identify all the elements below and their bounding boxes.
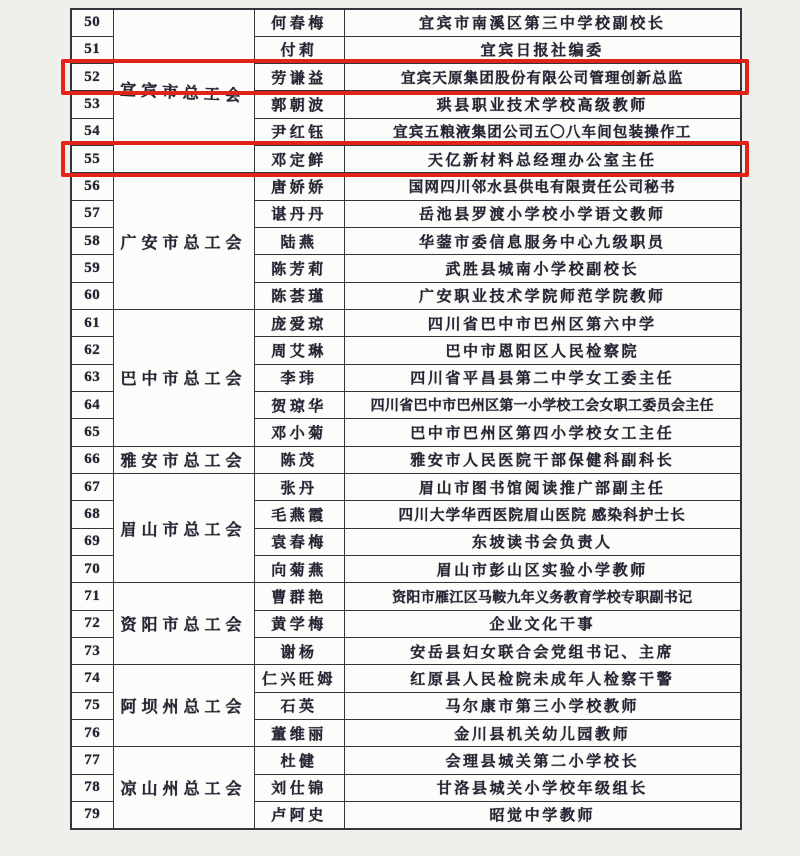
position-cell: 会理县城关第二小学校长	[344, 747, 741, 774]
row-number-cell: 56	[71, 173, 113, 200]
position-cell: 四川省巴中市巴州区第一小学校工会女职工委员会主任	[344, 392, 741, 419]
org-cell	[113, 665, 254, 747]
org-cell	[113, 173, 254, 310]
org-label: 凉山州总工会	[120, 781, 247, 799]
name-cell: 尹红钰	[254, 118, 344, 145]
row-number-cell: 79	[71, 802, 113, 829]
name-cell: 唐娇娇	[254, 173, 344, 200]
position-cell: 四川大学华西医院眉山医院 感染科护士长	[344, 501, 741, 528]
org-label: 雅安市总工会	[120, 453, 247, 471]
name-cell: 郭朝波	[254, 91, 344, 118]
name-cell: 李玮	[254, 364, 344, 391]
org-cell	[113, 9, 254, 173]
org-label: 资阳市总工会	[120, 617, 247, 635]
award-table-body	[71, 9, 741, 829]
name-cell: 黄学梅	[254, 610, 344, 637]
table-row-74	[71, 665, 741, 692]
row-number-cell: 53	[71, 91, 113, 118]
position-cell: 金川县机关幼儿园教师	[344, 720, 741, 747]
row-number-cell: 78	[71, 774, 113, 801]
position-cell: 马尔康市第三小学校教师	[344, 692, 741, 719]
position-cell: 宜宾日报社编委	[344, 36, 741, 63]
position-cell: 四川省平昌县第二中学女工委主任	[344, 364, 741, 391]
name-cell: 贺琼华	[254, 392, 344, 419]
row-number-cell: 62	[71, 337, 113, 364]
name-cell: 刘仕锦	[254, 774, 344, 801]
row-number-cell: 64	[71, 392, 113, 419]
row-number-cell: 55	[71, 146, 113, 173]
position-cell: 华蓥市委信息服务中心九级职员	[344, 228, 741, 255]
name-cell: 向菊燕	[254, 556, 344, 583]
row-number-cell: 73	[71, 638, 113, 665]
row-number-cell: 74	[71, 665, 113, 692]
position-cell: 眉山市彭山区实验小学教师	[344, 556, 741, 583]
row-number-cell: 52	[71, 64, 113, 91]
position-cell: 安岳县妇女联合会党组书记、主席	[344, 638, 741, 665]
row-number-cell: 75	[71, 692, 113, 719]
position-cell: 国网四川邻水县供电有限责任公司秘书	[344, 173, 741, 200]
name-cell: 谌丹丹	[254, 200, 344, 227]
name-cell: 邓定鲜	[254, 146, 344, 173]
row-number-cell: 67	[71, 474, 113, 501]
name-cell: 何春梅	[254, 9, 344, 36]
row-number-cell: 57	[71, 200, 113, 227]
table-row-61	[71, 310, 741, 337]
org-cell	[113, 446, 254, 473]
name-cell: 庞爱琼	[254, 310, 344, 337]
position-cell: 宜宾五粮液集团公司五〇八车间包装操作工	[344, 118, 741, 145]
position-cell: 宜宾天原集团股份有限公司管理创新总监	[344, 64, 741, 91]
name-cell: 石英	[254, 692, 344, 719]
table-row-56	[71, 173, 741, 200]
award-table	[70, 8, 742, 830]
position-cell: 雅安市人民医院干部保健科副科长	[344, 446, 741, 473]
position-cell: 珙县职业技术学校高级教师	[344, 91, 741, 118]
position-cell: 资阳市雁江区马鞍九年义务教育学校专职副书记	[344, 583, 741, 610]
position-cell: 天亿新材料总经理办公室主任	[344, 146, 741, 173]
table-row-77	[71, 747, 741, 774]
org-label: 阿坝州总工会	[120, 699, 247, 717]
position-cell: 广安职业技术学院师范学院教师	[344, 282, 741, 309]
org-cell	[113, 583, 254, 665]
row-number-cell: 54	[71, 118, 113, 145]
name-cell: 曹群艳	[254, 583, 344, 610]
name-cell: 仁兴旺姆	[254, 665, 344, 692]
org-cell	[113, 310, 254, 447]
name-cell: 袁春梅	[254, 528, 344, 555]
org-label: 巴中市总工会	[120, 371, 247, 389]
name-cell: 邓小菊	[254, 419, 344, 446]
org-label: 眉山市总工会	[120, 521, 247, 539]
name-cell: 陈芳莉	[254, 255, 344, 282]
name-cell: 劳谦益	[254, 64, 344, 91]
row-number-cell: 66	[71, 446, 113, 473]
row-number-cell: 70	[71, 556, 113, 583]
row-number-cell: 76	[71, 720, 113, 747]
position-cell: 昭觉中学教师	[344, 802, 741, 829]
org-label: 宜宾市总工会	[120, 81, 247, 106]
award-table-container	[70, 8, 740, 830]
org-label: 广安市总工会	[120, 234, 247, 252]
position-cell: 眉山市图书馆阅读推广部副主任	[344, 474, 741, 501]
row-number-cell: 72	[71, 610, 113, 637]
position-cell: 四川省巴中市巴州区第六中学	[344, 310, 741, 337]
table-row-50	[71, 9, 741, 36]
name-cell: 董维丽	[254, 720, 344, 747]
row-number-cell: 68	[71, 501, 113, 528]
position-cell: 甘洛县城关小学校年级组长	[344, 774, 741, 801]
table-row-67	[71, 474, 741, 501]
row-number-cell: 69	[71, 528, 113, 555]
org-cell	[113, 474, 254, 583]
position-cell: 岳池县罗渡小学校小学语文教师	[344, 200, 741, 227]
row-number-cell: 71	[71, 583, 113, 610]
row-number-cell: 59	[71, 255, 113, 282]
position-cell: 武胜县城南小学校副校长	[344, 255, 741, 282]
name-cell: 付莉	[254, 36, 344, 63]
name-cell: 卢阿史	[254, 802, 344, 829]
position-cell: 企业文化干事	[344, 610, 741, 637]
name-cell: 毛燕霞	[254, 501, 344, 528]
row-number-cell: 60	[71, 282, 113, 309]
row-number-cell: 50	[71, 9, 113, 36]
name-cell: 陈荟瑾	[254, 282, 344, 309]
name-cell: 陆燕	[254, 228, 344, 255]
row-number-cell: 63	[71, 364, 113, 391]
row-number-cell: 58	[71, 228, 113, 255]
position-cell: 宜宾市南溪区第三中学校副校长	[344, 9, 741, 36]
table-row-66	[71, 446, 741, 473]
name-cell: 张丹	[254, 474, 344, 501]
position-cell: 红原县人民检院未成年人检察干警	[344, 665, 741, 692]
name-cell: 谢杨	[254, 638, 344, 665]
name-cell: 周艾琳	[254, 337, 344, 364]
position-cell: 巴中市巴州区第四小学校女工主任	[344, 419, 741, 446]
name-cell: 杜健	[254, 747, 344, 774]
position-cell: 东坡读书会负责人	[344, 528, 741, 555]
row-number-cell: 51	[71, 36, 113, 63]
position-cell: 巴中市恩阳区人民检察院	[344, 337, 741, 364]
name-cell: 陈茂	[254, 446, 344, 473]
org-cell	[113, 747, 254, 829]
row-number-cell: 77	[71, 747, 113, 774]
row-number-cell: 65	[71, 419, 113, 446]
row-number-cell: 61	[71, 310, 113, 337]
table-row-71	[71, 583, 741, 610]
